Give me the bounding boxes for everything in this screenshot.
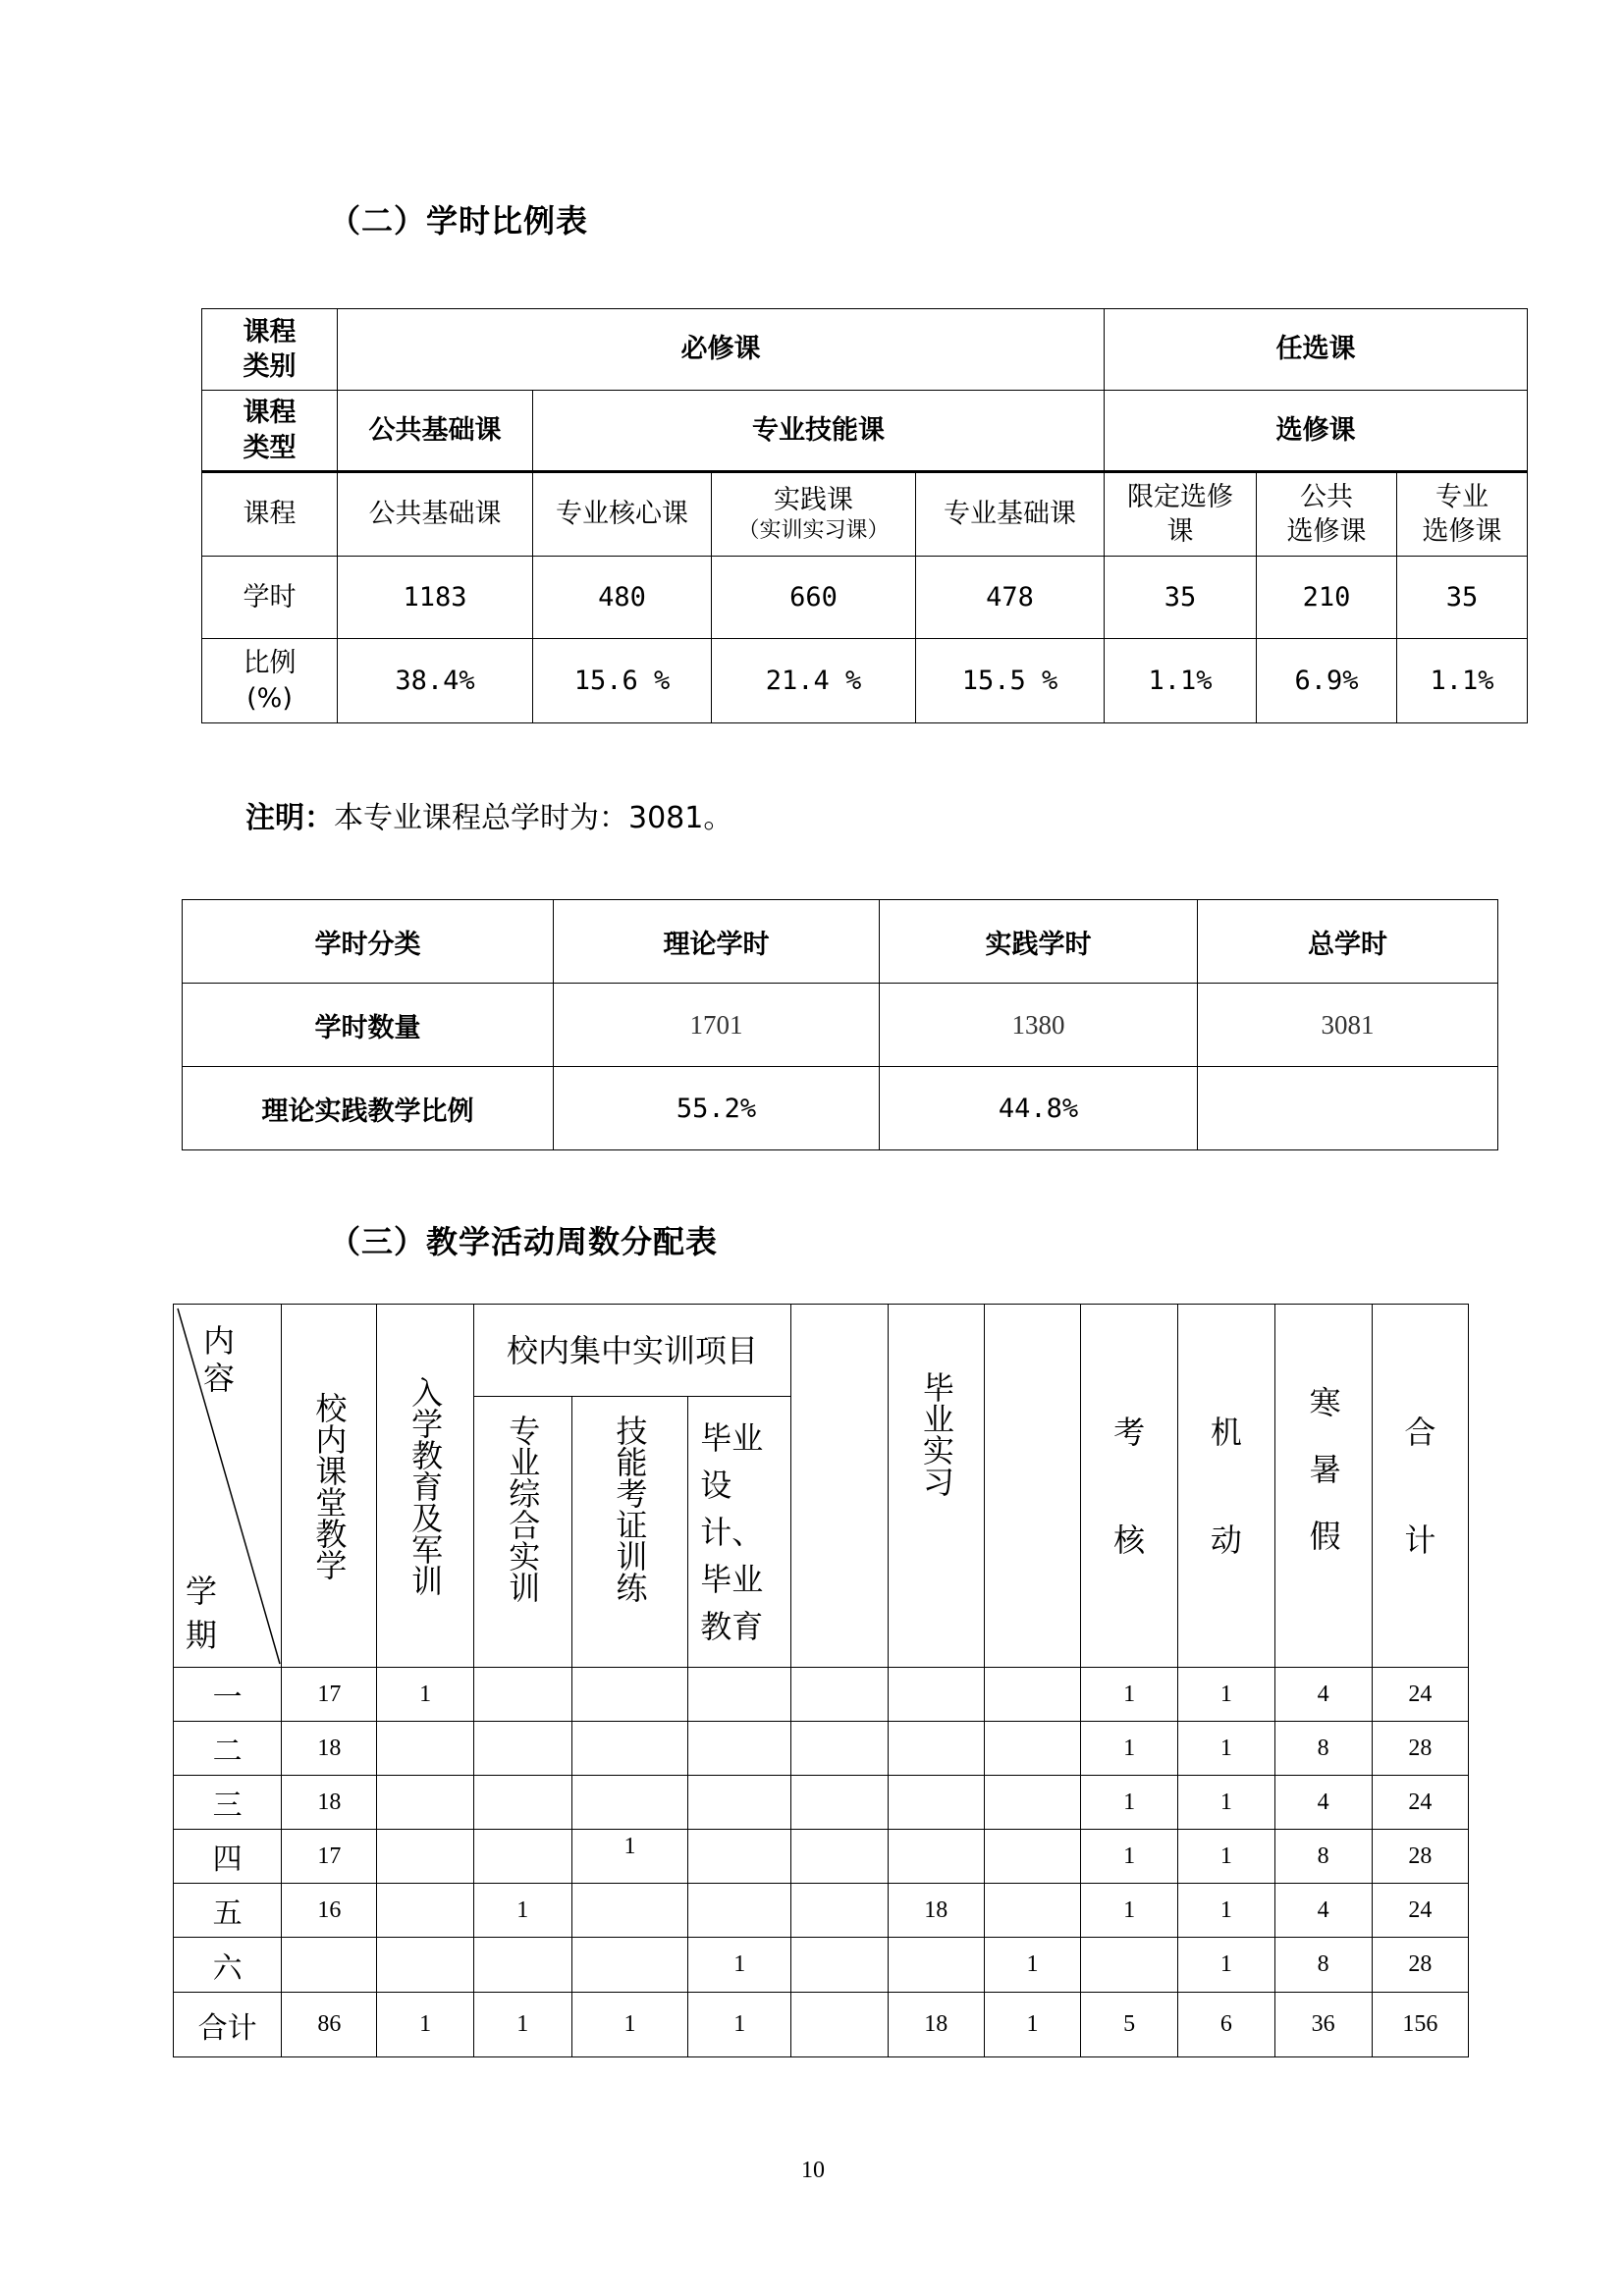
row-label: 学时数量 [183,984,554,1067]
table-row [174,1776,1469,1830]
hours-cell: 1183 [338,557,533,639]
semester-row-label: 三 [174,1776,282,1830]
header-cell: 学时分类 [183,900,554,984]
semester-row-label: 五 [174,1884,282,1938]
type-public-basic: 公共基础课 [338,391,533,472]
week-cell: 1 [571,1830,687,1884]
week-cell: 1 [1178,1938,1274,1993]
col-total: 合 计 [1372,1305,1468,1668]
course-cell: 公共基础课 [338,472,533,557]
week-cell: 1 [377,1668,473,1722]
value-cell: 55.2% [554,1067,880,1150]
value-cell: 3081 [1198,984,1498,1067]
week-cell [377,1884,473,1938]
week-cell: 1 [1178,1830,1274,1884]
week-cell: 36 [1274,1993,1372,2057]
weeks-allocation-table [173,1304,1469,2057]
semester-row-label: 四 [174,1830,282,1884]
week-cell: 1 [688,1993,791,2057]
ratio-cell: 21.4 % [712,639,916,723]
course-row-label: 课程 [202,472,338,557]
week-cell: 8 [1274,1938,1372,1993]
week-cell [888,1776,984,1830]
table-row [174,1830,1469,1884]
value-cell: 1701 [554,984,880,1067]
value-cell: 1380 [880,984,1198,1067]
week-cell [571,1884,687,1938]
hours-cell: 478 [916,557,1105,639]
week-cell [888,1668,984,1722]
week-cell [791,1668,888,1722]
week-cell: 18 [888,1884,984,1938]
course-type-label: 课程 类型 [202,391,338,472]
week-cell [473,1722,571,1776]
week-cell [984,1830,1080,1884]
col-grad-design: 毕业设计、毕业教育 [688,1397,791,1668]
col-vacation: 寒暑假 [1274,1305,1372,1668]
col-entrance: 入学教育及军训 [377,1305,473,1668]
week-cell [377,1938,473,1993]
week-cell [473,1668,571,1722]
semester-row-label: 六 [174,1938,282,1993]
theory-practice-table [182,899,1498,1150]
week-cell [688,1830,791,1884]
week-cell [791,1830,888,1884]
table-row [174,1668,1469,1722]
week-cell: 1 [688,1938,791,1993]
total-hours-note [245,793,732,836]
week-cell: 1 [571,1993,687,2057]
ratio-cell: 6.9% [1257,639,1397,723]
week-cell: 4 [1274,1776,1372,1830]
week-cell [984,1668,1080,1722]
note-text: 本专业课程总学时为：3081。 [334,801,733,835]
week-cell: 1 [473,1993,571,2057]
week-cell: 28 [1372,1830,1468,1884]
week-cell [791,1776,888,1830]
hours-cell: 660 [712,557,916,639]
header-cell: 实践学时 [880,900,1198,984]
hours-cell: 210 [1257,557,1397,639]
week-cell [888,1722,984,1776]
week-cell: 18 [282,1776,377,1830]
week-cell [688,1668,791,1722]
week-cell: 1 [984,1938,1080,1993]
week-cell: 18 [282,1722,377,1776]
week-cell: 28 [1372,1938,1468,1993]
week-cell [571,1722,687,1776]
value-cell: 44.8% [880,1067,1198,1150]
hours-row-label: 学时 [202,557,338,639]
course-cell: 限定选修 课 [1105,472,1257,557]
col-empty [984,1305,1080,1668]
week-cell: 24 [1372,1776,1468,1830]
week-cell [791,1884,888,1938]
week-cell: 18 [888,1993,984,2057]
week-cell: 1 [984,1993,1080,2057]
course-cell: 公共 选修课 [1257,472,1397,557]
week-cell: 17 [282,1668,377,1722]
week-cell: 1 [1081,1830,1178,1884]
row-label: 理论实践教学比例 [183,1067,554,1150]
week-cell [688,1722,791,1776]
week-cell: 156 [1372,1993,1468,2057]
week-cell: 8 [1274,1830,1372,1884]
diagonal-header-cell [174,1305,282,1668]
week-cell: 1 [1081,1668,1178,1722]
group-header: 校内集中实训项目 [473,1305,791,1397]
week-cell [688,1884,791,1938]
week-cell: 24 [1372,1884,1468,1938]
course-cell: 专业核心课 [533,472,712,557]
col-certificate: 技能考证训练 [571,1397,687,1668]
course-category-label: 课程 类别 [202,309,338,391]
week-cell: 6 [1178,1993,1274,2057]
note-label: 注明： [245,801,334,835]
ratio-cell: 15.6 % [533,639,712,723]
week-cell [473,1938,571,1993]
week-cell: 1 [1178,1776,1274,1830]
week-cell: 1 [1178,1668,1274,1722]
semester-row-label: 合计 [174,1993,282,2057]
header-cell: 总学时 [1198,900,1498,984]
semester-row-label: 二 [174,1722,282,1776]
content-label: 内 容 [203,1322,236,1398]
elective-course-header: 任选课 [1105,309,1528,391]
ratio-cell: 1.1% [1397,639,1528,723]
col-internship: 毕业实习 [888,1305,984,1668]
week-cell: 4 [1274,1884,1372,1938]
table-row [174,1884,1469,1938]
col-in-class: 校内课堂教学 [282,1305,377,1668]
week-cell [473,1830,571,1884]
ratio-cell: 15.5 % [916,639,1105,723]
week-cell [1081,1938,1178,1993]
week-cell: 28 [1372,1722,1468,1776]
week-cell [571,1668,687,1722]
col-flexible: 机 动 [1178,1305,1274,1668]
week-cell [984,1722,1080,1776]
header-cell: 理论学时 [554,900,880,984]
type-professional-skill: 专业技能课 [533,391,1105,472]
week-cell [888,1938,984,1993]
week-cell [571,1776,687,1830]
page-number: 10 [801,2158,825,2183]
hours-cell: 35 [1397,557,1528,639]
week-cell: 1 [1081,1884,1178,1938]
week-cell [571,1938,687,1993]
week-cell [688,1776,791,1830]
type-elective: 选修课 [1105,391,1528,472]
week-cell: 1 [1081,1722,1178,1776]
week-cell [791,1993,888,2057]
table-row [174,1993,1469,2057]
week-cell: 1 [377,1993,473,2057]
week-cell: 17 [282,1830,377,1884]
week-cell [984,1884,1080,1938]
week-cell: 86 [282,1993,377,2057]
col-comprehensive: 专业综合实训 [473,1397,571,1668]
week-cell [473,1776,571,1830]
week-cell [377,1830,473,1884]
hours-ratio-table [201,308,1528,723]
section3-title: （三）教学活动周数分配表 [329,1223,719,1260]
table-row [174,1722,1469,1776]
ratio-cell: 1.1% [1105,639,1257,723]
week-cell: 16 [282,1884,377,1938]
week-cell: 1 [473,1884,571,1938]
week-cell [791,1938,888,1993]
hours-cell: 35 [1105,557,1257,639]
hours-cell: 480 [533,557,712,639]
week-cell: 1 [1178,1884,1274,1938]
week-cell [377,1722,473,1776]
required-course-header: 必修课 [338,309,1105,391]
ratio-row-label: 比例 (%) [202,639,338,723]
course-cell: 专业 选修课 [1397,472,1528,557]
col-exam: 考 核 [1081,1305,1178,1668]
col-empty [791,1305,888,1668]
week-cell [984,1776,1080,1830]
week-cell [791,1722,888,1776]
week-cell: 1 [1081,1776,1178,1830]
week-cell [888,1830,984,1884]
ratio-cell: 38.4% [338,639,533,723]
value-cell [1198,1067,1498,1150]
semester-label: 学 期 [186,1573,218,1654]
week-cell: 8 [1274,1722,1372,1776]
table-row [174,1938,1469,1993]
week-cell [282,1938,377,1993]
week-cell [377,1776,473,1830]
course-cell: 专业基础课 [916,472,1105,557]
section2-title: （二）学时比例表 [329,202,589,240]
week-cell: 4 [1274,1668,1372,1722]
course-cell: 实践课 （实训实习课） [712,472,916,557]
week-cell: 24 [1372,1668,1468,1722]
week-cell: 1 [1178,1722,1274,1776]
semester-row-label: 一 [174,1668,282,1722]
week-cell: 5 [1081,1993,1178,2057]
